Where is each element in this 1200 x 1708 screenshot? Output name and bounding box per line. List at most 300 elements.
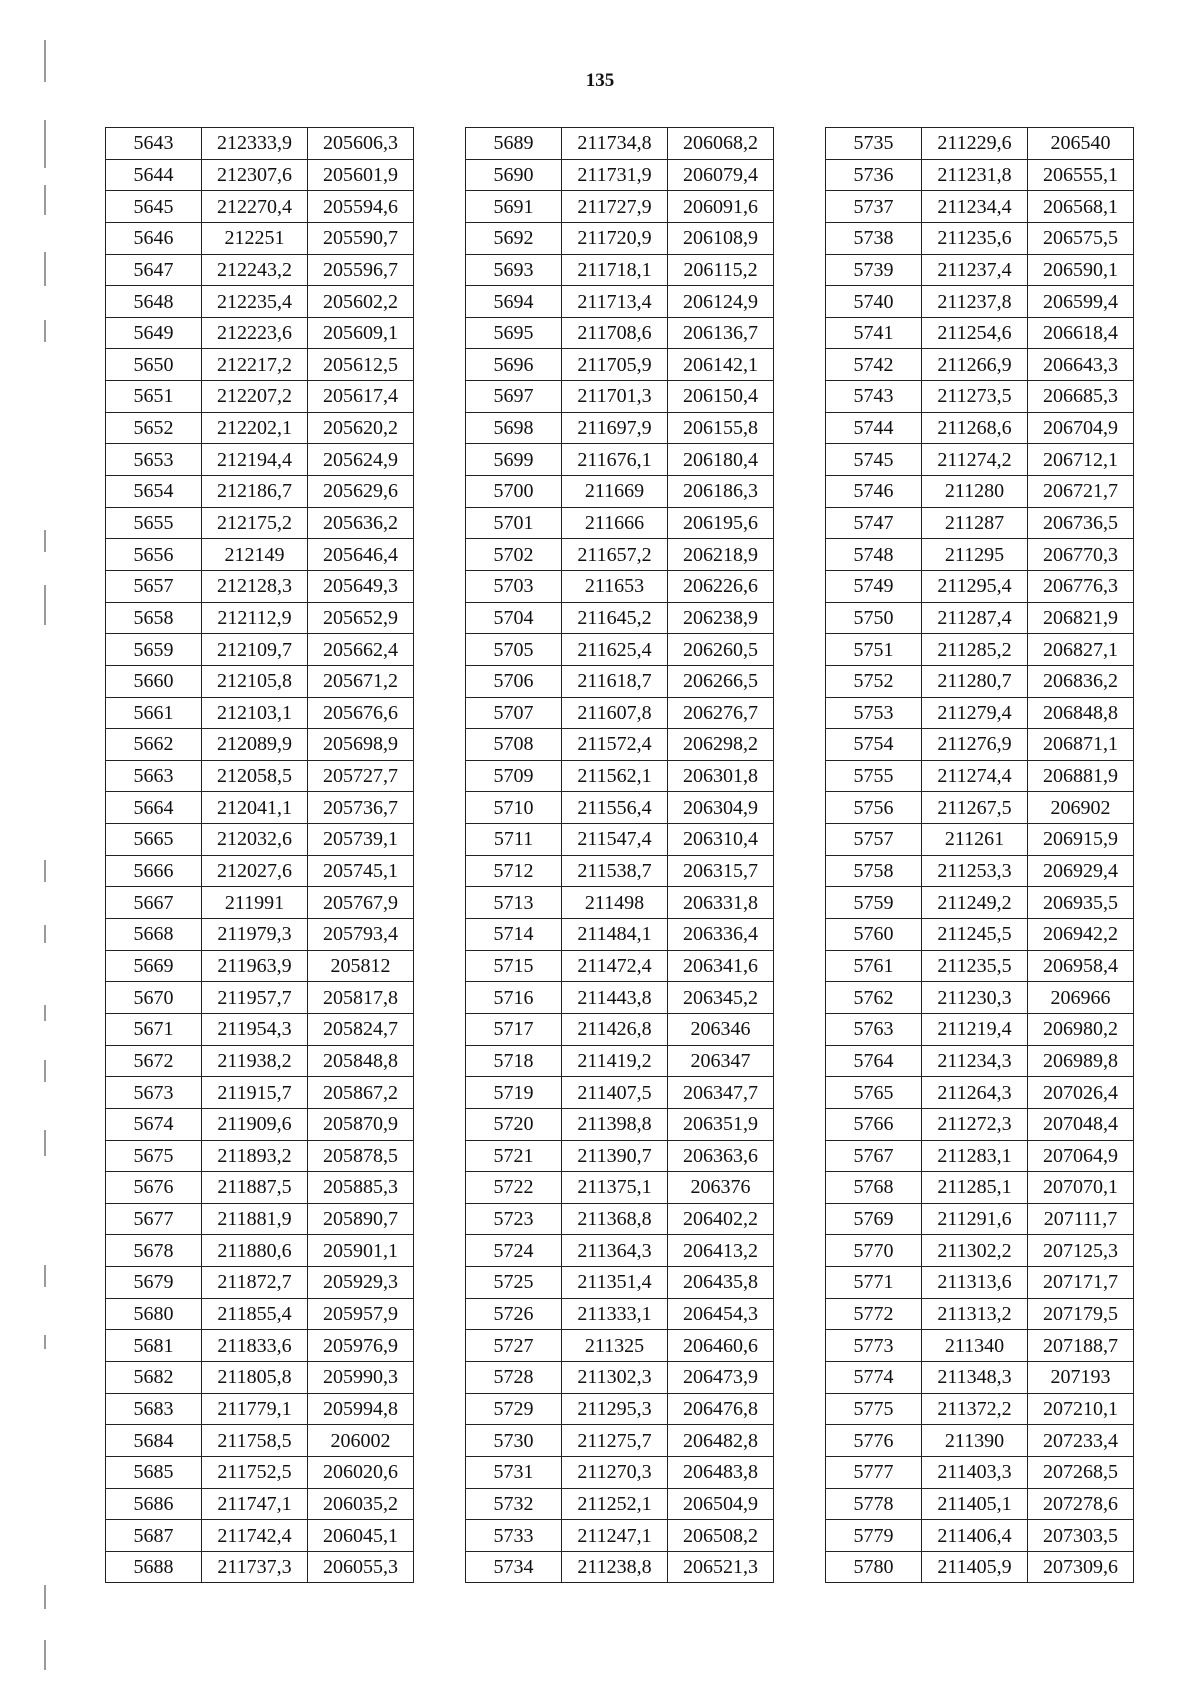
point-number-cell: 5718 [466, 1045, 562, 1077]
point-number-cell: 5706 [466, 665, 562, 697]
x-coordinate-cell: 211287,4 [922, 602, 1028, 634]
table-row [466, 1235, 774, 1267]
point-number-cell: 5743 [826, 381, 922, 413]
x-coordinate-cell: 211390 [922, 1425, 1028, 1457]
point-number-cell: 5651 [106, 381, 202, 413]
point-number-cell: 5749 [826, 570, 922, 602]
point-number-cell: 5742 [826, 349, 922, 381]
x-coordinate-cell: 212307,6 [202, 159, 308, 191]
x-coordinate-cell: 211697,9 [562, 412, 668, 444]
point-number-cell: 5735 [826, 128, 922, 160]
x-coordinate-cell: 211235,6 [922, 222, 1028, 254]
y-coordinate-cell: 205867,2 [308, 1077, 414, 1109]
point-number-cell: 5767 [826, 1140, 922, 1172]
table-row [826, 1077, 1134, 1109]
point-number-cell: 5728 [466, 1361, 562, 1393]
x-coordinate-cell: 211403,3 [922, 1456, 1028, 1488]
y-coordinate-cell: 207111,7 [1028, 1203, 1134, 1235]
x-coordinate-cell: 211405,1 [922, 1488, 1028, 1520]
table-row [826, 412, 1134, 444]
table-row [826, 349, 1134, 381]
x-coordinate-cell: 211833,6 [202, 1330, 308, 1362]
x-coordinate-cell: 211472,4 [562, 950, 668, 982]
point-number-cell: 5657 [106, 570, 202, 602]
y-coordinate-cell: 205662,4 [308, 634, 414, 666]
point-number-cell: 5721 [466, 1140, 562, 1172]
y-coordinate-cell: 206108,9 [668, 222, 774, 254]
x-coordinate-cell: 211375,1 [562, 1172, 668, 1204]
y-coordinate-cell: 207233,4 [1028, 1425, 1134, 1457]
x-coordinate-cell: 211666 [562, 507, 668, 539]
point-number-cell: 5731 [466, 1456, 562, 1488]
point-number-cell: 5737 [826, 191, 922, 223]
table-row [826, 1330, 1134, 1362]
y-coordinate-cell: 206958,4 [1028, 950, 1134, 982]
table-row [466, 887, 774, 919]
point-number-cell: 5769 [826, 1203, 922, 1235]
x-coordinate-cell: 211607,8 [562, 697, 668, 729]
x-coordinate-cell: 211718,1 [562, 254, 668, 286]
table-row [106, 697, 414, 729]
point-number-cell: 5758 [826, 855, 922, 887]
x-coordinate-cell: 211333,1 [562, 1298, 668, 1330]
x-coordinate-cell: 211398,8 [562, 1108, 668, 1140]
table-row [106, 539, 414, 571]
y-coordinate-cell: 206618,4 [1028, 317, 1134, 349]
x-coordinate-cell: 211280,7 [922, 665, 1028, 697]
point-number-cell: 5701 [466, 507, 562, 539]
y-coordinate-cell: 205606,3 [308, 128, 414, 160]
table-row [826, 191, 1134, 223]
table-row [466, 1267, 774, 1299]
point-number-cell: 5759 [826, 887, 922, 919]
page-number: 135 [585, 70, 615, 91]
x-coordinate-cell: 211235,5 [922, 950, 1028, 982]
x-coordinate-cell: 211245,5 [922, 919, 1028, 951]
y-coordinate-cell: 206454,3 [668, 1298, 774, 1330]
point-number-cell: 5669 [106, 950, 202, 982]
x-coordinate-cell: 211368,8 [562, 1203, 668, 1235]
table-row [106, 1361, 414, 1393]
scan-mark [44, 925, 46, 943]
coordinates-table-2 [465, 127, 774, 1583]
x-coordinate-cell: 212027,6 [202, 855, 308, 887]
point-number-cell: 5741 [826, 317, 922, 349]
x-coordinate-cell: 211291,6 [922, 1203, 1028, 1235]
point-number-cell: 5675 [106, 1140, 202, 1172]
y-coordinate-cell: 206413,2 [668, 1235, 774, 1267]
y-coordinate-cell: 205590,7 [308, 222, 414, 254]
y-coordinate-cell: 205824,7 [308, 1013, 414, 1045]
x-coordinate-cell: 212041,1 [202, 792, 308, 824]
y-coordinate-cell: 206180,4 [668, 444, 774, 476]
point-number-cell: 5766 [826, 1108, 922, 1140]
point-number-cell: 5724 [466, 1235, 562, 1267]
x-coordinate-cell: 211295,4 [922, 570, 1028, 602]
table-row [466, 1520, 774, 1552]
table-row [106, 665, 414, 697]
point-number-cell: 5686 [106, 1488, 202, 1520]
y-coordinate-cell: 205994,8 [308, 1393, 414, 1425]
table-row [106, 1520, 414, 1552]
table-row [466, 222, 774, 254]
table-row [466, 1108, 774, 1140]
x-coordinate-cell: 211272,3 [922, 1108, 1028, 1140]
table-row [466, 539, 774, 571]
table-row [826, 1013, 1134, 1045]
point-number-cell: 5730 [466, 1425, 562, 1457]
table-row [466, 1140, 774, 1172]
y-coordinate-cell: 206848,8 [1028, 697, 1134, 729]
point-number-cell: 5700 [466, 476, 562, 508]
table-row [826, 1267, 1134, 1299]
point-number-cell: 5727 [466, 1330, 562, 1362]
point-number-cell: 5771 [826, 1267, 922, 1299]
scan-mark [44, 860, 46, 882]
y-coordinate-cell: 207064,9 [1028, 1140, 1134, 1172]
x-coordinate-cell: 211419,2 [562, 1045, 668, 1077]
point-number-cell: 5747 [826, 507, 922, 539]
table-row [466, 760, 774, 792]
x-coordinate-cell: 211727,9 [562, 191, 668, 223]
scan-mark [44, 1335, 46, 1349]
table-row [106, 476, 414, 508]
x-coordinate-cell: 211618,7 [562, 665, 668, 697]
x-coordinate-cell: 212112,9 [202, 602, 308, 634]
x-coordinate-cell: 211261 [922, 824, 1028, 856]
table-row [106, 855, 414, 887]
point-number-cell: 5705 [466, 634, 562, 666]
point-number-cell: 5650 [106, 349, 202, 381]
table-row [826, 950, 1134, 982]
table-row [466, 1298, 774, 1330]
table-row [466, 1425, 774, 1457]
table-row [106, 381, 414, 413]
x-coordinate-cell: 212251 [202, 222, 308, 254]
table-row [106, 1551, 414, 1583]
y-coordinate-cell: 205624,9 [308, 444, 414, 476]
table-row [826, 1298, 1134, 1330]
table-row [106, 824, 414, 856]
point-number-cell: 5723 [466, 1203, 562, 1235]
x-coordinate-cell: 211237,8 [922, 286, 1028, 318]
table-row [826, 159, 1134, 191]
point-number-cell: 5711 [466, 824, 562, 856]
point-number-cell: 5683 [106, 1393, 202, 1425]
y-coordinate-cell: 206298,2 [668, 729, 774, 761]
y-coordinate-cell: 206599,4 [1028, 286, 1134, 318]
x-coordinate-cell: 212089,9 [202, 729, 308, 761]
x-coordinate-cell: 211295 [922, 539, 1028, 571]
y-coordinate-cell: 206068,2 [668, 128, 774, 160]
y-coordinate-cell: 206989,8 [1028, 1045, 1134, 1077]
point-number-cell: 5665 [106, 824, 202, 856]
table-row [106, 570, 414, 602]
table-row [466, 634, 774, 666]
x-coordinate-cell: 211701,3 [562, 381, 668, 413]
table-row [466, 570, 774, 602]
x-coordinate-cell: 211713,4 [562, 286, 668, 318]
y-coordinate-cell: 205617,4 [308, 381, 414, 413]
scan-mark [44, 530, 46, 552]
x-coordinate-cell: 212103,1 [202, 697, 308, 729]
x-coordinate-cell: 211266,9 [922, 349, 1028, 381]
table-row [106, 1330, 414, 1362]
table-row [466, 665, 774, 697]
y-coordinate-cell: 206712,1 [1028, 444, 1134, 476]
x-coordinate-cell: 211254,6 [922, 317, 1028, 349]
point-number-cell: 5736 [826, 159, 922, 191]
table-row [826, 1140, 1134, 1172]
x-coordinate-cell: 211957,7 [202, 982, 308, 1014]
y-coordinate-cell: 205870,9 [308, 1108, 414, 1140]
y-coordinate-cell: 206575,5 [1028, 222, 1134, 254]
x-coordinate-cell: 211426,8 [562, 1013, 668, 1045]
point-number-cell: 5732 [466, 1488, 562, 1520]
table-row [466, 982, 774, 1014]
x-coordinate-cell: 211274,4 [922, 760, 1028, 792]
y-coordinate-cell: 206079,4 [668, 159, 774, 191]
point-number-cell: 5754 [826, 729, 922, 761]
x-coordinate-cell: 211752,5 [202, 1456, 308, 1488]
table-row [106, 1013, 414, 1045]
point-number-cell: 5752 [826, 665, 922, 697]
table-row [826, 1425, 1134, 1457]
point-number-cell: 5661 [106, 697, 202, 729]
point-number-cell: 5751 [826, 634, 922, 666]
scan-mark [44, 1585, 46, 1609]
point-number-cell: 5687 [106, 1520, 202, 1552]
table-row [826, 1108, 1134, 1140]
scan-mark [44, 252, 46, 286]
point-number-cell: 5658 [106, 602, 202, 634]
table-row [826, 1393, 1134, 1425]
x-coordinate-cell: 211405,9 [922, 1551, 1028, 1583]
point-number-cell: 5694 [466, 286, 562, 318]
table-row [826, 381, 1134, 413]
y-coordinate-cell: 206020,6 [308, 1456, 414, 1488]
point-number-cell: 5753 [826, 697, 922, 729]
scan-mark [44, 1005, 46, 1021]
point-number-cell: 5725 [466, 1267, 562, 1299]
table-row [466, 855, 774, 887]
y-coordinate-cell: 205612,5 [308, 349, 414, 381]
x-coordinate-cell: 211572,4 [562, 729, 668, 761]
y-coordinate-cell: 205848,8 [308, 1045, 414, 1077]
x-coordinate-cell: 211274,2 [922, 444, 1028, 476]
point-number-cell: 5713 [466, 887, 562, 919]
point-number-cell: 5671 [106, 1013, 202, 1045]
y-coordinate-cell: 205629,6 [308, 476, 414, 508]
point-number-cell: 5676 [106, 1172, 202, 1204]
y-coordinate-cell: 206736,5 [1028, 507, 1134, 539]
x-coordinate-cell: 211979,3 [202, 919, 308, 951]
point-number-cell: 5685 [106, 1456, 202, 1488]
table-row [106, 602, 414, 634]
x-coordinate-cell: 211313,6 [922, 1267, 1028, 1299]
point-number-cell: 5748 [826, 539, 922, 571]
y-coordinate-cell: 206002 [308, 1425, 414, 1457]
y-coordinate-cell: 206115,2 [668, 254, 774, 286]
y-coordinate-cell: 206186,3 [668, 476, 774, 508]
y-coordinate-cell: 205596,7 [308, 254, 414, 286]
point-number-cell: 5680 [106, 1298, 202, 1330]
coordinates-table-3 [825, 127, 1134, 1583]
table-row [826, 665, 1134, 697]
table-row [106, 191, 414, 223]
y-coordinate-cell: 206136,7 [668, 317, 774, 349]
x-coordinate-cell: 211938,2 [202, 1045, 308, 1077]
x-coordinate-cell: 212270,4 [202, 191, 308, 223]
y-coordinate-cell: 206915,9 [1028, 824, 1134, 856]
y-coordinate-cell: 206836,2 [1028, 665, 1134, 697]
x-coordinate-cell: 212105,8 [202, 665, 308, 697]
y-coordinate-cell: 205817,8 [308, 982, 414, 1014]
y-coordinate-cell: 207026,4 [1028, 1077, 1134, 1109]
table-row [106, 1393, 414, 1425]
y-coordinate-cell: 205736,7 [308, 792, 414, 824]
x-coordinate-cell: 211484,1 [562, 919, 668, 951]
x-coordinate-cell: 211880,6 [202, 1235, 308, 1267]
point-number-cell: 5764 [826, 1045, 922, 1077]
x-coordinate-cell: 211275,7 [562, 1425, 668, 1457]
point-number-cell: 5776 [826, 1425, 922, 1457]
x-coordinate-cell: 211669 [562, 476, 668, 508]
table-row [466, 159, 774, 191]
point-number-cell: 5760 [826, 919, 922, 951]
x-coordinate-cell: 212149 [202, 539, 308, 571]
point-number-cell: 5653 [106, 444, 202, 476]
table-row [826, 1456, 1134, 1488]
x-coordinate-cell: 212032,6 [202, 824, 308, 856]
table-row [466, 697, 774, 729]
table-row [466, 1330, 774, 1362]
point-number-cell: 5757 [826, 824, 922, 856]
x-coordinate-cell: 211267,5 [922, 792, 1028, 824]
table-row [826, 919, 1134, 951]
x-coordinate-cell: 211264,3 [922, 1077, 1028, 1109]
y-coordinate-cell: 205885,3 [308, 1172, 414, 1204]
x-coordinate-cell: 211287 [922, 507, 1028, 539]
y-coordinate-cell: 206195,6 [668, 507, 774, 539]
scan-mark [44, 1265, 46, 1287]
point-number-cell: 5761 [826, 950, 922, 982]
y-coordinate-cell: 206770,3 [1028, 539, 1134, 571]
table-row [106, 792, 414, 824]
point-number-cell: 5647 [106, 254, 202, 286]
point-number-cell: 5733 [466, 1520, 562, 1552]
table-row [466, 1393, 774, 1425]
y-coordinate-cell: 206555,1 [1028, 159, 1134, 191]
y-coordinate-cell: 206055,3 [308, 1551, 414, 1583]
x-coordinate-cell: 211720,9 [562, 222, 668, 254]
y-coordinate-cell: 205676,6 [308, 697, 414, 729]
table-row [106, 1108, 414, 1140]
x-coordinate-cell: 211881,9 [202, 1203, 308, 1235]
y-coordinate-cell: 207125,3 [1028, 1235, 1134, 1267]
x-coordinate-cell: 211234,3 [922, 1045, 1028, 1077]
table-row [826, 570, 1134, 602]
table-row [466, 1361, 774, 1393]
y-coordinate-cell: 206260,5 [668, 634, 774, 666]
y-coordinate-cell: 206045,1 [308, 1520, 414, 1552]
table-row [826, 1488, 1134, 1520]
point-number-cell: 5750 [826, 602, 922, 634]
point-number-cell: 5689 [466, 128, 562, 160]
table-row [106, 1235, 414, 1267]
point-number-cell: 5772 [826, 1298, 922, 1330]
coordinates-table-1 [105, 127, 414, 1583]
point-number-cell: 5663 [106, 760, 202, 792]
table-row [106, 1267, 414, 1299]
point-number-cell: 5678 [106, 1235, 202, 1267]
x-coordinate-cell: 211302,2 [922, 1235, 1028, 1267]
table-row [826, 1520, 1134, 1552]
table-row [826, 634, 1134, 666]
x-coordinate-cell: 211708,6 [562, 317, 668, 349]
table-row [826, 760, 1134, 792]
x-coordinate-cell: 211249,2 [922, 887, 1028, 919]
scan-mark [44, 1640, 46, 1670]
table-row [466, 1077, 774, 1109]
point-number-cell: 5703 [466, 570, 562, 602]
table-row [826, 128, 1134, 160]
table-row [826, 317, 1134, 349]
table-row [826, 476, 1134, 508]
point-number-cell: 5696 [466, 349, 562, 381]
point-number-cell: 5777 [826, 1456, 922, 1488]
x-coordinate-cell: 211295,3 [562, 1393, 668, 1425]
y-coordinate-cell: 206460,6 [668, 1330, 774, 1362]
table-row [466, 729, 774, 761]
point-number-cell: 5672 [106, 1045, 202, 1077]
table-row [826, 507, 1134, 539]
point-number-cell: 5649 [106, 317, 202, 349]
y-coordinate-cell: 206035,2 [308, 1488, 414, 1520]
point-number-cell: 5668 [106, 919, 202, 951]
table-row [826, 1045, 1134, 1077]
x-coordinate-cell: 211705,9 [562, 349, 668, 381]
y-coordinate-cell: 206304,9 [668, 792, 774, 824]
table-row [466, 824, 774, 856]
table-row [106, 1172, 414, 1204]
x-coordinate-cell: 211657,2 [562, 539, 668, 571]
table-row [106, 1488, 414, 1520]
table-row [826, 729, 1134, 761]
y-coordinate-cell: 206942,2 [1028, 919, 1134, 951]
point-number-cell: 5755 [826, 760, 922, 792]
point-number-cell: 5692 [466, 222, 562, 254]
table-row [106, 317, 414, 349]
scan-mark [44, 1060, 46, 1082]
table-row [466, 1172, 774, 1204]
point-number-cell: 5677 [106, 1203, 202, 1235]
y-coordinate-cell: 206821,9 [1028, 602, 1134, 634]
table-row [466, 412, 774, 444]
y-coordinate-cell: 206504,9 [668, 1488, 774, 1520]
point-number-cell: 5655 [106, 507, 202, 539]
table-row [466, 444, 774, 476]
x-coordinate-cell: 211280 [922, 476, 1028, 508]
y-coordinate-cell: 206276,7 [668, 697, 774, 729]
point-number-cell: 5666 [106, 855, 202, 887]
y-coordinate-cell: 206685,3 [1028, 381, 1134, 413]
table-row [466, 254, 774, 286]
table-row [466, 128, 774, 160]
point-number-cell: 5643 [106, 128, 202, 160]
y-coordinate-cell: 207268,5 [1028, 1456, 1134, 1488]
table-row [466, 381, 774, 413]
